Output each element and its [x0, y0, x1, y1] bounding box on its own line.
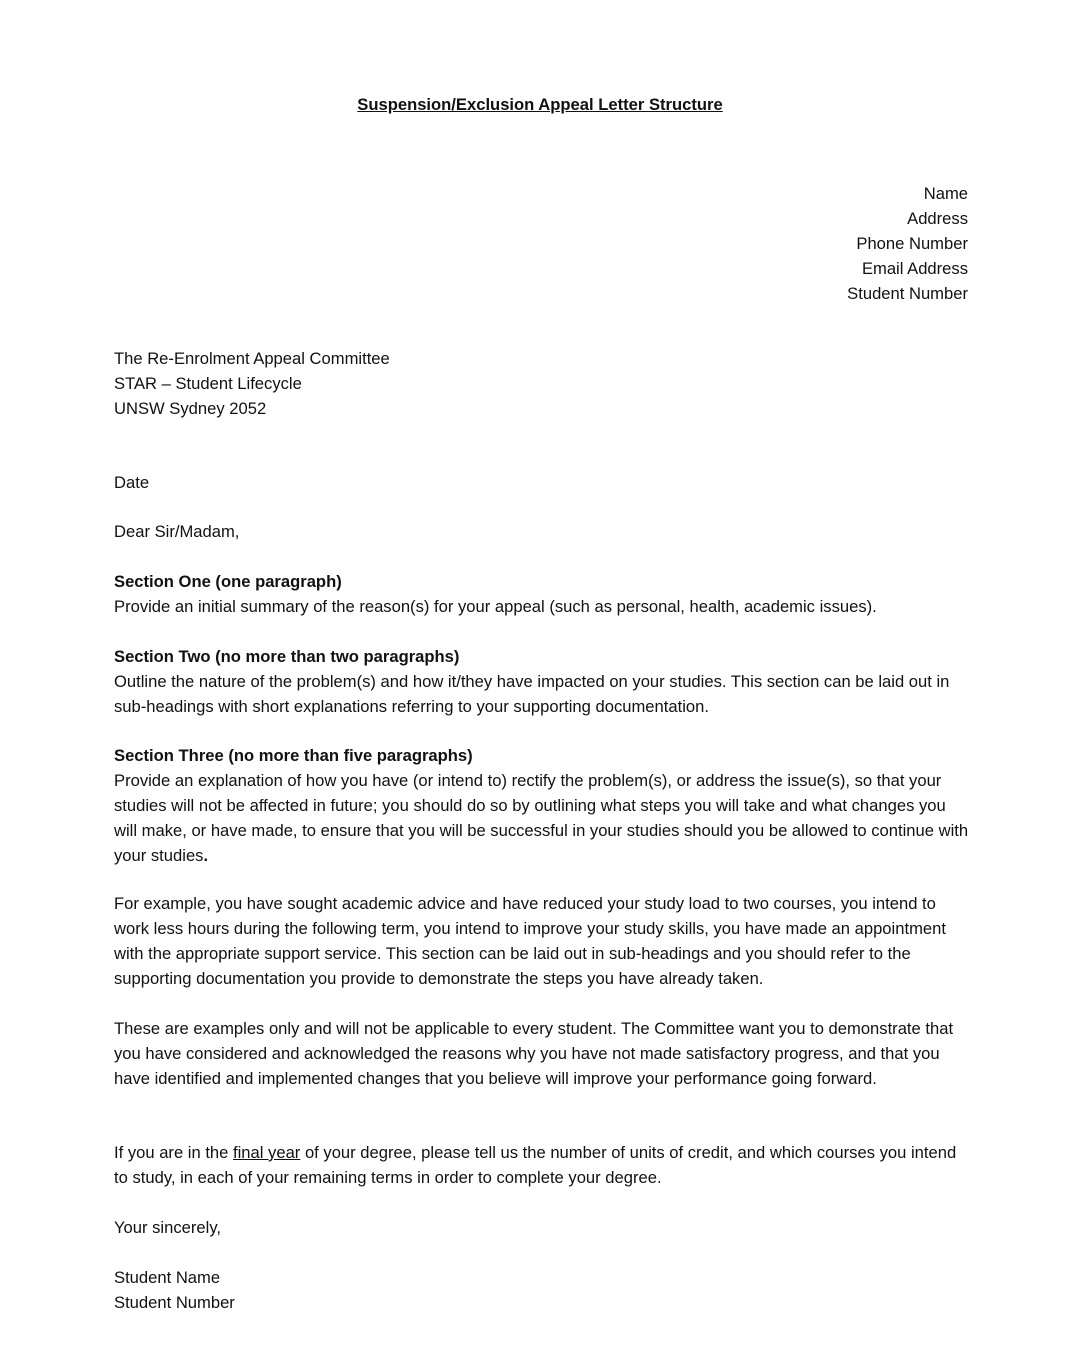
signoff-student-name: Student Name [114, 1268, 221, 1287]
sender-student-number: Student Number [847, 284, 968, 303]
final-year-before: If you are in the [114, 1143, 233, 1162]
letter-date: Date [114, 473, 150, 492]
paragraph-example [114, 891, 970, 991]
section-three-bold-period: . [203, 846, 209, 865]
section-three [114, 743, 970, 868]
salutation: Dear Sir/Madam, [114, 522, 240, 541]
sender-email: Email Address [861, 259, 968, 278]
sender-address-block [847, 181, 968, 306]
sender-name: Name [923, 184, 968, 203]
recipient-line-3: UNSW Sydney 2052 [114, 399, 267, 418]
document-title: Suspension/Exclusion Appeal Letter Structure [357, 95, 723, 114]
section-one-text: Provide an initial summary of the reason(s) for your appeal (such as personal, health, academic issues). [114, 597, 877, 616]
paragraph-examples-only-text: These are examples only and will not be applicable to every student. The Committee want you to demonstrate that you have considered and acknowledged the reasons why you have not made satisfactory progress, and that you have identified and implemented changes that you believe will improve your performance going forward. [114, 1019, 954, 1088]
recipient-line-1: The Re-Enrolment Appeal Committee [114, 349, 390, 368]
paragraph-final-year-text [114, 1140, 970, 1190]
section-three-text: Provide an explanation of how you have (or intend to) rectify the problem(s), or address the issue(s), so that your studies will not be affected in future; you should do so by outlining what steps you will take and what changes you will make, or have made, to ensure that you will be successful in your studies should you be allowed to continue with your studies [114, 771, 969, 865]
section-three-paragraph [114, 768, 970, 868]
final-year-underlined: final year [233, 1143, 301, 1162]
section-one [114, 569, 970, 619]
recipient-line-2: STAR – Student Lifecycle [114, 374, 302, 393]
final-year-after: of your degree, please tell us the number of units of credit, and which courses you intend to study, in each of your remaining terms in order to complete your degree. [114, 1143, 957, 1187]
section-two [114, 644, 970, 719]
section-three-heading: Section Three (no more than five paragraphs) [114, 746, 473, 765]
paragraph-final-year [114, 1140, 970, 1190]
section-one-heading: Section One (one paragraph) [114, 572, 342, 591]
sender-phone: Phone Number [856, 234, 968, 253]
signoff-student-number: Student Number [114, 1293, 235, 1312]
closing: Your sincerely, [114, 1218, 221, 1237]
paragraph-example-text: For example, you have sought academic advice and have reduced your study load to two courses, you intend to work less hours during the following term, you intend to improve your study skills, you have made an appointment with the appropriate support service. This section can be laid out in sub-headings and you should refer to the supporting documentation you provide to demonstrate the steps you have already taken. [114, 894, 946, 988]
sender-address: Address [907, 209, 968, 228]
section-two-text: Outline the nature of the problem(s) and how it/they have impacted on your studies. This section can be laid out in sub-headings with short explanations referring to your supporting documentation. [114, 672, 950, 716]
paragraph-examples-only [114, 1016, 970, 1091]
section-two-heading: Section Two (no more than two paragraphs) [114, 647, 460, 666]
recipient-address-block [114, 346, 390, 421]
signoff-block [114, 1265, 235, 1315]
